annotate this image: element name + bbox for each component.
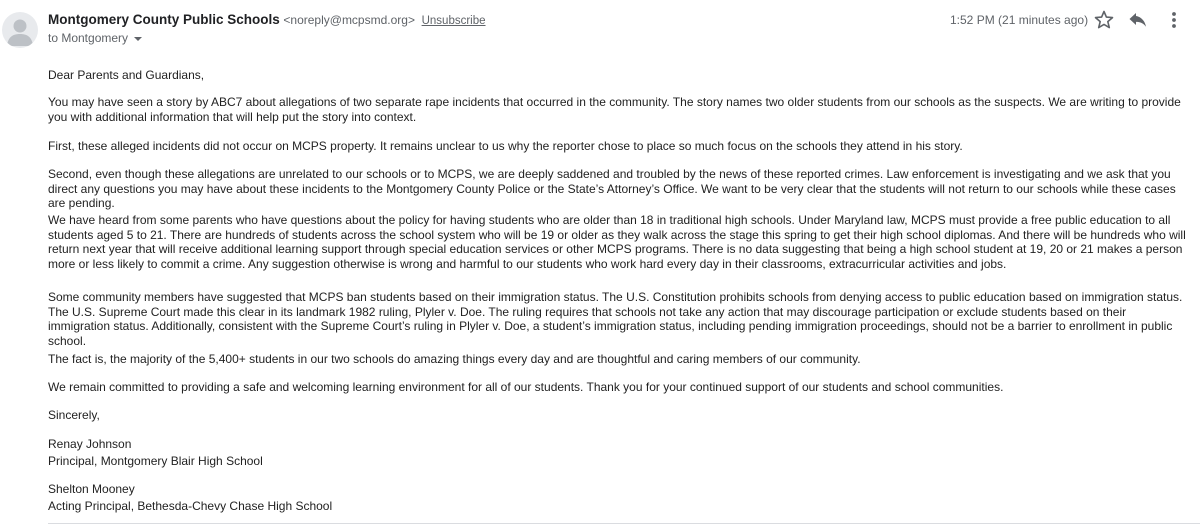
sender-line: [48, 12, 486, 29]
unsubscribe-link[interactable]: Unsubscribe: [421, 15, 486, 27]
avatar-placeholder-icon: [2, 12, 38, 48]
star-button[interactable]: [1092, 8, 1116, 32]
closing: Sincerely,: [48, 408, 100, 422]
reply-button[interactable]: [1126, 8, 1150, 32]
more-vertical-icon: [1162, 8, 1186, 32]
signature-name: Renay Johnson: [48, 437, 132, 451]
message-paragraph: Some community members have suggested that MCPS ban students based on their immigration status. The U.S. Constitution prohibits schools from denying access to public education based on immigration status. The U.S. Supreme Court made this clear in its landmark 1982 ruling, Plyler v. Doe. The ruling requires that schools not take any action that may discourage participation or exclude students based on their immigration status. Additionally, consistent with the Supreme Court’s ruling in Plyler v. Doe, a student’s immigration status, including pending immigration proceedings, should not be a barrier to enrollment in public school.: [48, 290, 1183, 348]
signature-name: Shelton Mooney: [48, 482, 135, 496]
signature-title: Principal, Montgomery Blair High School: [48, 454, 263, 468]
message-paragraph: You may have seen a story by ABC7 about allegations of two separate rape incidents that occurred in the community. The story names two older students from our schools as the suspects. We are writing to provide you with additional information that will help put the story into context.: [48, 95, 1181, 124]
chevron-down-icon: [134, 37, 142, 41]
more-options-button[interactable]: [1162, 8, 1186, 32]
message-paragraph: Second, even though these allegations are unrelated to our schools or to MCPS, we are deeply saddened and troubled by the news of these reported crimes. Law enforcement is investigating and we ask that you direct any questions you may have about these incidents to the Montgomery County Police or the State’s Attorney’s Office. We want to be very clear that the students will not return to our schools while these cases are pending.: [48, 167, 1176, 211]
sender-email: <noreply@mcpsmd.org>: [283, 13, 415, 27]
message-paragraph: We have heard from some parents who have questions about the policy for having students who are older than 18 in traditional high schools. Under Maryland law, MCPS must provide a free public education to all students aged 5 to 21. There are hundreds of students across the school system who will be 19 or older as they walk across the stage this spring to get their high school diplomas. And there will be hundreds who will return next year that will receive additional learning support through special education services or other MCPS programs. There is no data suggesting that being a high school student at 19, 20 or 21 makes a person more or less likely to commit a crime. Any suggestion otherwise is wrong and harmful to our students who work hard every day in their classrooms, extracurricular activities and jobs.: [48, 213, 1186, 271]
divider: [48, 523, 1200, 524]
greeting: Dear Parents and Guardians,: [48, 68, 205, 82]
message-paragraph: The fact is, the majority of the 5,400+ students in our two schools do amazing things every day and are thoughtful and caring members of our community.: [48, 352, 861, 366]
email-header: [0, 0, 1200, 58]
signature-title: Acting Principal, Bethesda-Chevy Chase High School: [48, 499, 333, 513]
recipient-details-toggle[interactable]: [48, 31, 142, 45]
star-icon: [1092, 8, 1116, 32]
timestamp: 1:52 PM (21 minutes ago): [950, 13, 1089, 27]
message-paragraph: First, these alleged incidents did not occur on MCPS property. It remains unclear to us why the reporter chose to place so much focus on the schools they attend in his story.: [48, 139, 963, 153]
message-paragraph: We remain committed to providing a safe and welcoming learning environment for all of our students. Thank you for your continued support of our students and school communities.: [48, 380, 1004, 394]
sender-name[interactable]: Montgomery County Public Schools: [48, 12, 280, 27]
recipient-label: to Montgomery: [48, 31, 129, 45]
reply-icon: [1126, 8, 1150, 32]
